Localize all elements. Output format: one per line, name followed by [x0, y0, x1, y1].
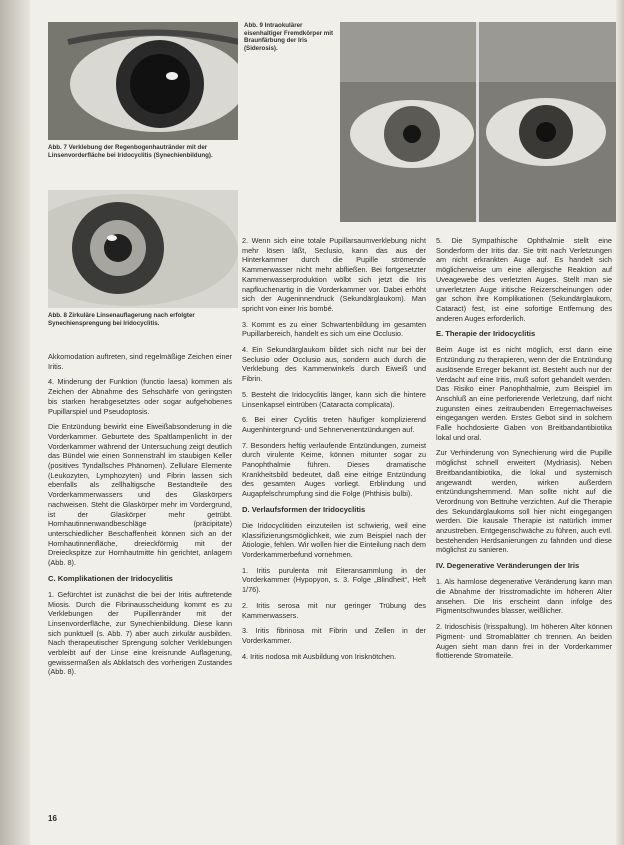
text-column-1: [48, 352, 232, 683]
text-column-3: [436, 236, 612, 667]
page-edge-shadow: [616, 0, 624, 845]
paragraph: 4. Minderung der Funktion (functio laesa) kommen als Zeichen der Abnahme des Sehschärfe von geringsten bis starken herabgesetztes oder sogar aufgehobenes Pupillarspiel und Pseudoptosis.: [48, 377, 232, 416]
text-column-2: [242, 236, 426, 667]
section-heading: E. Therapie der Iridocyclitis: [436, 329, 536, 339]
paragraph: 3. Kommt es zu einer Schwartenbildung im gesamten Pupillarbereich, handelt es sich um eine Occlusio.: [242, 319, 426, 339]
paragraph: 2. Wenn sich eine totale Pupillarsaumverklebung nicht mehr lösen läßt, Seclusio, kann das aus der Hinterkammer durch die Pupille strömende Kammerwasser nicht mehr abfließen. Bei fortgesetzter Kammerwasserproduktion wölbt sich jetzt die Iris napfkuchenartig in die Vorderkammer vor. Dabei erhöht sich der Augeninnendruck (Sekundärglaukom). Man spricht von einer Iris bombé.: [242, 236, 426, 313]
paragraph: 1. Iritis purulenta mit Eiteransammlung in der Vorderkammer (Hypopyon, s. 3. Folge „Blindheit“, Heft 1/76).: [242, 565, 426, 595]
caption-abb9: Abb. 9 Intraokulärer eisenhaltiger Fremdkörper mit Braunfärbung der Iris (Siderosis).: [244, 22, 334, 52]
caption-abb8: Abb. 8 Zirkuläre Linsenauflagerung nach erfolgter Synechiensprengung bei Iridocyclitis.: [48, 312, 195, 327]
paragraph: 6. Bei einer Cyclitis treten häufiger komplizierend Augenhintergrund- und Sehnervenentzündungen auf.: [242, 415, 426, 434]
paragraph: 1. Gefürchtet ist zunächst die bei der Iritis auftretende Miosis. Durch die Fibrinausscheidung kommt es zu Verklebungen der Pupillenränder mit der Linsenvorderfläche, zur Synechienbildung. Diese kann sich punktuell (s. Abb. 7) aber auch zirkulär ausbilden. Nach therapeutischer Sprengung solcher Verklebungen verbleibt auf der Linse eine kreisrunde Auflagerung, gewissermaßen als Abklatsch des vorherigen Zustandes (Abb. 8).: [48, 589, 232, 677]
section-heading: D. Verlaufsformen der Iridocyclitis: [242, 504, 366, 514]
paragraph: 5. Die Sympathische Ophthalmie stellt eine Sonderform der Iritis dar. Sie tritt nach Verletzungen am nicht erkrankten Auge auf. Es handelt sich möglicherweise um eine allergische Reaktion auf Uveagewebe des verletzten Auges. Stellt man sie unverletzten Auge iritische Reizerscheinungen oder gar schon ihre Komplikationen (Sekundärglaukom, Cataract) fest, ist eine sofortige Entfernung des anderen Auges erforderlich.: [436, 236, 612, 323]
paragraph: 2. Iridoschisis (Irisspaltung). Im höheren Alter können Pigment- und Stromablätter ch trennen. An beiden Augen sieht man dann frei in der Vorderkammer flottierende Stromateile.: [436, 622, 612, 661]
paragraph: Akkomodation auftreten, sind regelmäßige Zeichen einer Iritis.: [48, 352, 232, 371]
paragraph: Die Iridocyclitiden einzuteilen ist schwierig, weil eine Klassifizierungsmöglichkeit, wie zum Beispiel nach der Ätiologie, fehlen. Wir wollen hier die Einteilung nach dem Vorderkammerbefund vornehmen.: [242, 520, 426, 560]
paragraph: 1. Als harmlose degenerative Veränderung kann man die Abnahme der Irisstromadichte im höheren Alter ansehen. Die Iris erscheint dann infolge des Pigmentschwundes blasser, weißlicher.: [436, 577, 612, 616]
paragraph: Die Entzündung bewirkt eine Eiweißabsonderung in die Vorderkammer. Geburtete des Spaltlampenlicht in der Vorderkammer während der Untersuchung zeigt deutlich das Bündel wie einen Sonnenstrahl im staubigen Keller (positives Tyndallsches Phänomen). Zellulare Elemente (Leukozyten, Lymphozyten) und Fibrin lassen sich ebenfalls als zellhaltigsche Bestandteile des Vorderkammerwassers und des Glaskörpers nachweisen. Steht die Glaskörper mehr im Vordergrund, ist der Glaskörper mehr getrübt. Hornhautinnenwandbeschläge (präcipitate) unterschiedlicher Beschaffenheit können sich an der Hornhautinnenfläche, dreieckförmig mit der Dreieckspitze zur Hornhautmitte hin gerichtet, anlagern (Abb. 8).: [48, 422, 232, 568]
paragraph: 4. Iritis nodosa mit Ausbildung von Irisknötchen.: [242, 651, 397, 661]
paragraph: Beim Auge ist es nicht möglich, erst dann eine Entzündung zu therapieren, wenn der die Entzündung auslösende Erreger bekannt ist. Besteht auch nur der Verdacht auf eine Iritis, muß sofort gehandelt werden. Das Risiko einer Panophthalmie, zum Beispiel im Anschluß an eine perforierende Verletzung, darf nicht zugunsten eines zeitraubenden Erregernachweises eingegangen werden. Erstes Gebot sind in solchem Falle hochdosierte Gaben von Breitbandantibiotika lokal und oral.: [436, 345, 612, 442]
paragraph: 5. Besteht die Iridocyclitis länger, kann sich die hintere Linsenkapsel eintrüben (Cataracta complicata).: [242, 389, 426, 409]
eye-photo-siderosis: [340, 22, 616, 222]
paragraph: 7. Besonders heftig verlaufende Entzündungen, zumeist durch virulente Keime, können mitunter sogar zu Panophthalmie führen. Dieses dramatische Krankheitsbild bedeutet, daß eine eitrige Entzündung des gesamten Auges vorliegt. Erblindung und Augapfelschrumpfung sind die Folge (Phthisis bulbi).: [242, 440, 426, 499]
section-heading: IV. Degenerative Veränderungen der Iris: [436, 561, 580, 571]
paragraph: Zur Verhinderung von Synechierung wird die Pupille möglichst schnell erweitert (Mydriasis). Neben Breitbandantibiotika, die lokal und systemisch angewandt werden, wirken außerdem entzündungshemmend. Man sollte nicht auf die Verordnung von Bettruhe verzichten. Auf die Therapie des Sekundärglaukoms soll hier nicht eingegangen werden. Die kausale Therapie ist natürlich immer anzustreben. Entgegenschwäche zu führen, auch evtl. bestehenden Herdsanierungen zu fahnden und diese möglichst zu sanieren.: [436, 448, 612, 555]
paragraph: 2. Iritis serosa mit nur geringer Trübung des Kammerwassers.: [242, 600, 426, 620]
section-heading: C. Komplikationen der Iridocyclitis: [48, 573, 173, 583]
eye-photo-lens-deposit: [48, 190, 238, 308]
binding-shadow: [0, 0, 30, 845]
caption-abb7: Abb. 7 Verklebung der Regenbogenhautränder mit der Linsenvorderfläche bei Iridocyclitis (Synechienbildung).: [48, 144, 213, 159]
paragraph: 4. Ein Sekundärglaukom bildet sich nicht nur bei der Seclusio oder Occlusio aus, sondern auch durch die Verklebung des Kammerwinkels durch Eiweiß und Fibrin.: [242, 345, 426, 384]
paragraph: 3. Iritis fibrinosa mit Fibrin und Zellen in der Vorderkammer.: [242, 626, 426, 645]
eye-photo-synechia: [48, 22, 238, 140]
page-number: 16: [48, 814, 57, 823]
